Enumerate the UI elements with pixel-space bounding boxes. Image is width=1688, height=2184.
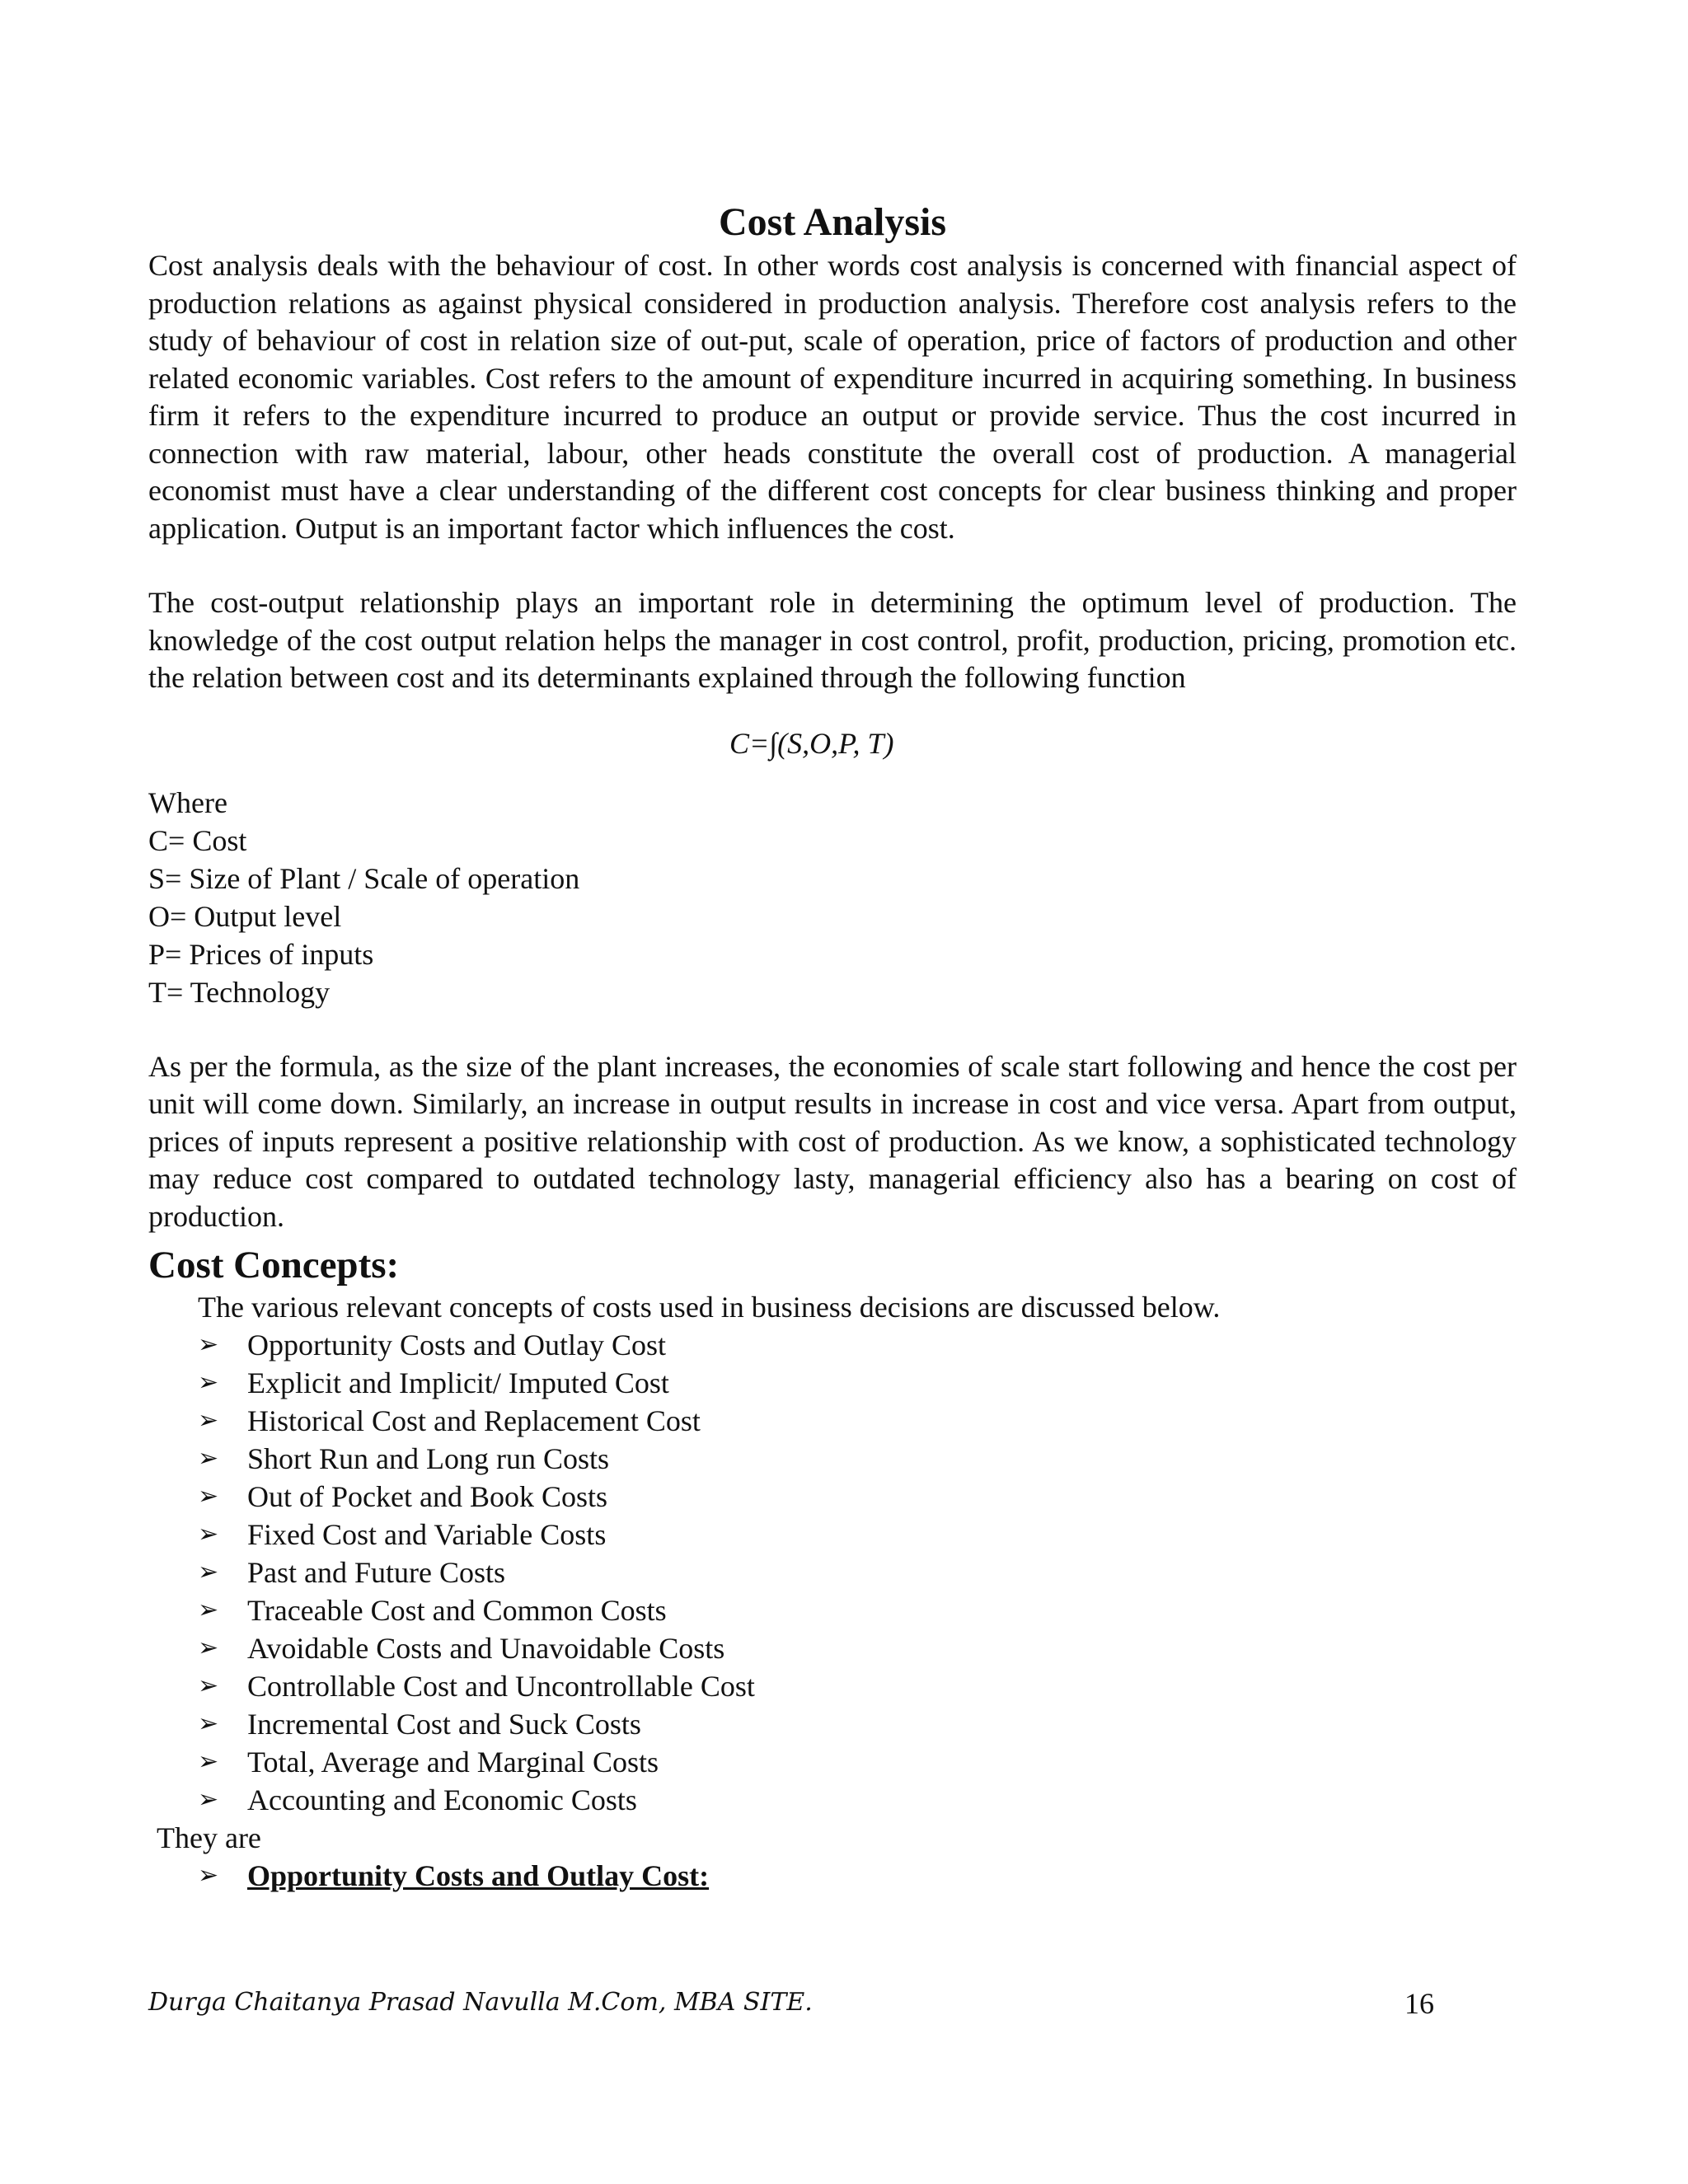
list-item: ➢ Out of Pocket and Book Costs [198,1478,1517,1516]
definition-item: P= Prices of inputs [148,937,374,971]
list-item: ➢ Avoidable Costs and Unavoidable Costs [198,1629,1517,1667]
formula-block [148,710,1517,784]
footer-author: Durga Chaitanya Prasad Navulla M.Com, MBA SITE. [148,1988,813,2017]
list-item: ➢ Opportunity Costs and Outlay Cost [198,1326,1517,1364]
arrow-bullet-icon: ➢ [198,1406,219,1435]
page-number: 16 [1404,1987,1434,2020]
list-item: ➢ Short Run and Long run Costs [198,1440,1517,1478]
concepts-list [198,1326,1517,1819]
paragraph-intro: Cost analysis deals with the behaviour of cost. In other words cost analysis is concerned with financial aspect of production relations as against physical considered in production analysis. Therefore cost analysis refers to the study of behaviour of cost in relation size of out-put, scale of operation, price of factors of production and other related economic variables. Cost refers to the amount of expenditure incurred in acquiring something. In business firm it refers to the expenditure incurred to produce an output or provide service. Thus the cost incurred in connection with raw material, labour, other heads constitute the overall cost of production. A managerial economist must have a clear understanding of the different cost concepts for clear business thinking and proper application. Output is an important factor which influences the cost. [148,249,1517,545]
arrow-bullet-icon: ➢ [198,1558,219,1586]
list-item: ➢ Fixed Cost and Variable Costs [198,1516,1517,1554]
arrow-bullet-icon: ➢ [198,1330,219,1359]
definitions-where: Where [148,785,227,819]
page-title: Cost Analysis [718,200,947,244]
cost-function-formula: C=∫(S,O,P, T) [729,726,894,760]
section-heading-cost-concepts: Cost Concepts: [148,1244,400,1286]
arrow-bullet-icon: ➢ [198,1520,219,1549]
arrow-bullet-icon: ➢ [198,1747,219,1776]
page-footer [148,1986,1434,2018]
list-item: ➢ Explicit and Implicit/ Imputed Cost [198,1364,1517,1402]
list-item: ➢ Incremental Cost and Suck Costs [198,1705,1517,1743]
arrow-bullet-icon: ➢ [198,1709,219,1738]
list-item: ➢ Past and Future Costs [198,1554,1517,1591]
arrow-bullet-icon: ➢ [198,1671,219,1700]
definition-item: O= Output level [148,899,342,933]
paragraph-cost-output: The cost-output relationship plays an important role in determining the optimum level of production. The knowledge of the cost output relation helps the manager in cost control, profit, production, pricing, promotion etc. the relation between cost and its determinants explained through the following function [148,586,1517,694]
document-page [148,198,1517,1895]
paragraph-formula-explanation: As per the formula, as the size of the plant increases, the economies of scale start following and hence the cost per unit will come down. Similarly, an increase in output results in increase in cost and vice versa. Apart from output, prices of inputs represent a positive relationship with cost of production. As we know, a sophisticated technology may reduce cost compared to outdated technology lasty, managerial efficiency also has a bearing on cost of production. [148,1049,1517,1233]
arrow-bullet-icon: ➢ [198,1482,219,1511]
arrow-bullet-icon: ➢ [198,1785,219,1814]
they-are-text: They are [157,1821,261,1854]
arrow-bullet-icon: ➢ [198,1861,219,1890]
arrow-bullet-icon: ➢ [198,1368,219,1397]
list-item: ➢ Controllable Cost and Uncontrollable Cost [198,1667,1517,1705]
arrow-bullet-icon: ➢ [198,1596,219,1624]
concepts-intro: The various relevant concepts of costs used in business decisions are discussed below. [198,1291,1221,1324]
definition-item: S= Size of Plant / Scale of operation [148,861,580,895]
arrow-bullet-icon: ➢ [198,1444,219,1473]
definition-item: C= Cost [148,823,247,857]
list-item: ➢ Total, Average and Marginal Costs [198,1743,1517,1781]
arrow-bullet-icon: ➢ [198,1633,219,1662]
list-item: ➢ Historical Cost and Replacement Cost [198,1402,1517,1440]
list-item: ➢ Accounting and Economic Costs [198,1781,1517,1819]
list-item: ➢ Traceable Cost and Common Costs [198,1591,1517,1629]
subsection-heading [198,1857,1517,1895]
definitions-list [148,784,1517,1011]
definition-item: T= Technology [148,975,331,1009]
subsection-heading-label: Opportunity Costs and Outlay Cost: [247,1859,710,1892]
